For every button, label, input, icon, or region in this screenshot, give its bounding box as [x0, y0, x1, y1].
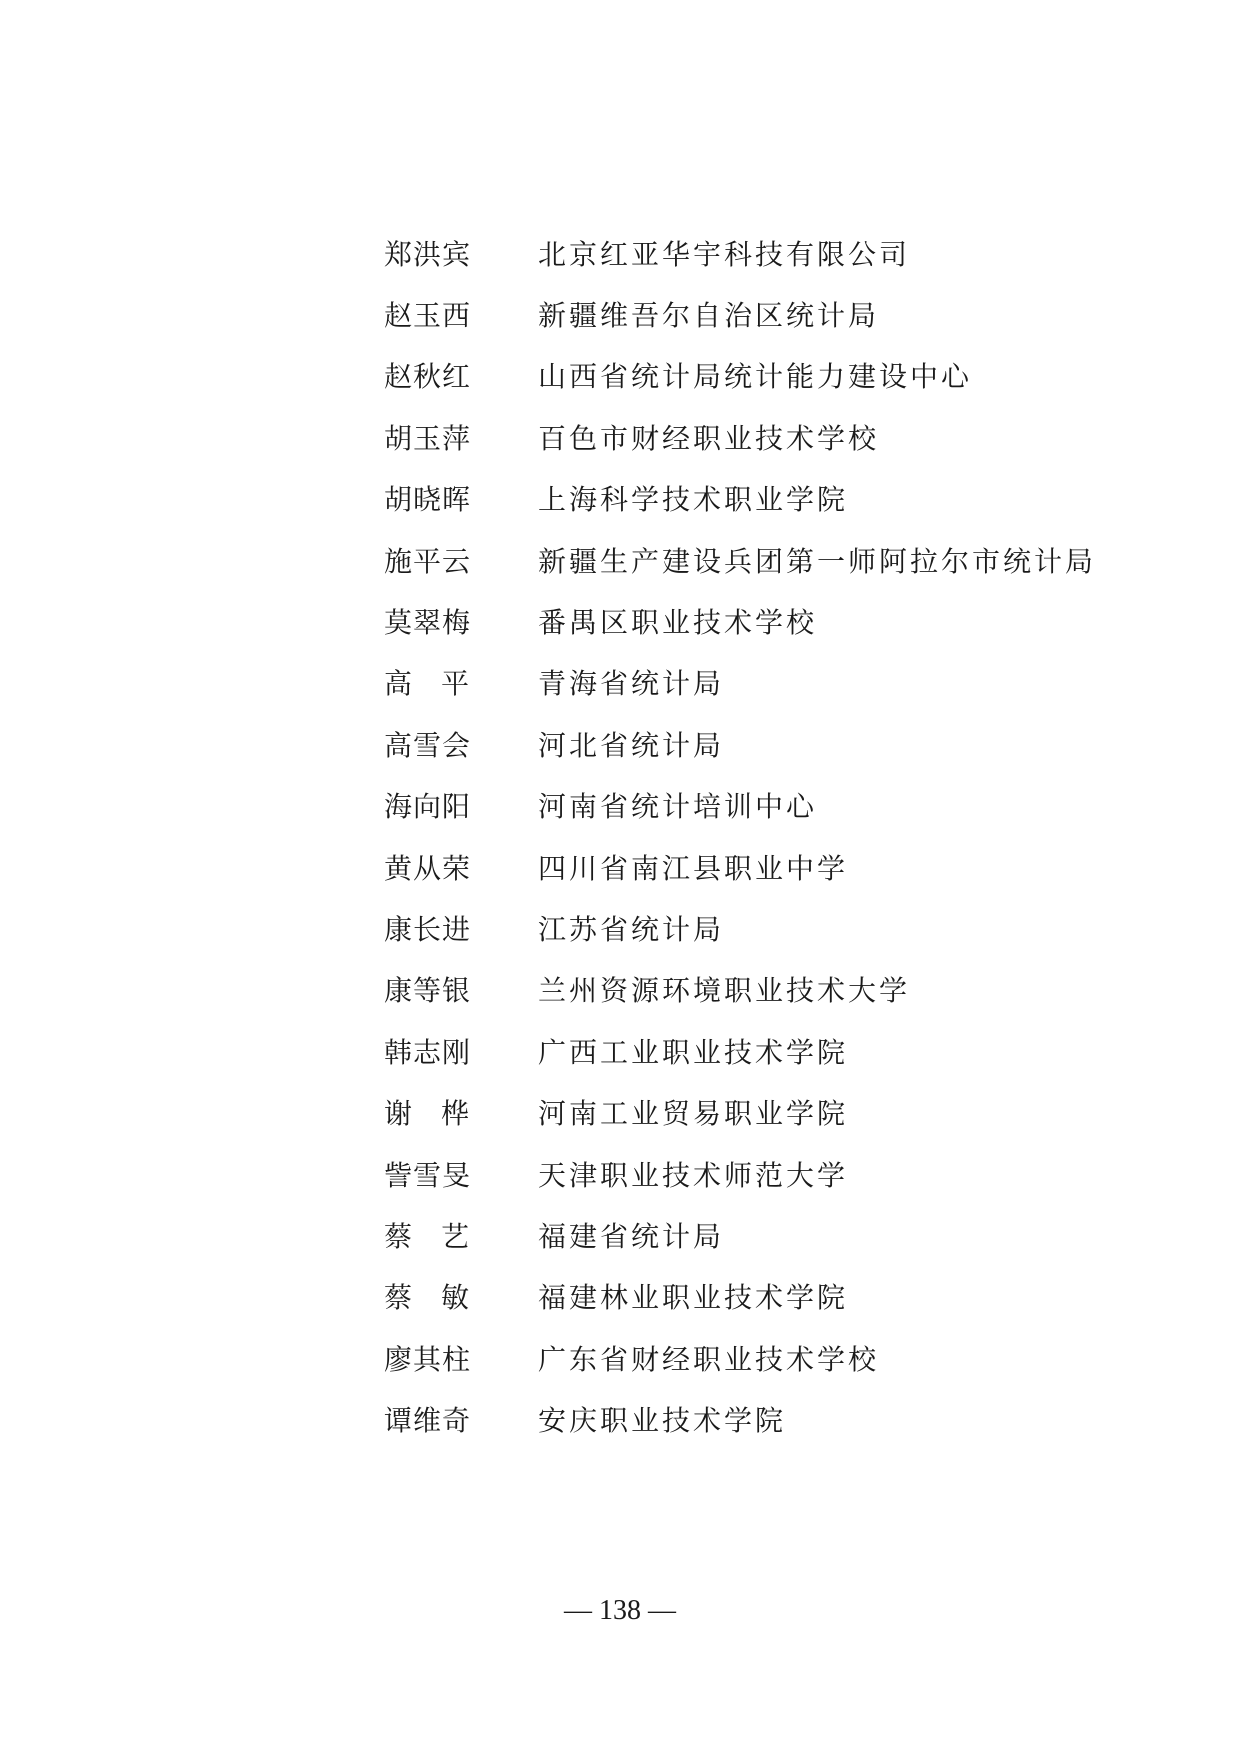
list-item [384, 1268, 1184, 1329]
organization-name: 北京红亚华宇科技有限公司 [538, 237, 911, 271]
list-item [384, 347, 1184, 408]
organization-name: 安庆职业技术学院 [538, 1404, 787, 1438]
organization-name: 河南省统计培训中心 [538, 790, 818, 824]
organization-name: 百色市财经职业技术学校 [538, 421, 880, 455]
person-name: 訾雪旻 [384, 1158, 472, 1192]
organization-name: 上海科学技术职业学院 [538, 483, 849, 517]
person-name: 谢桦 [384, 1097, 470, 1131]
person-name: 胡玉萍 [384, 421, 472, 455]
list-item [384, 715, 1184, 776]
person-name: 康等银 [384, 974, 472, 1008]
organization-name: 青海省统计局 [538, 667, 725, 701]
person-name: 蔡敏 [384, 1281, 470, 1315]
list-item [384, 408, 1184, 469]
organization-name: 福建省统计局 [538, 1219, 725, 1253]
organization-name: 山西省统计局统计能力建设中心 [538, 360, 973, 394]
person-name: 谭维奇 [384, 1404, 472, 1438]
organization-name: 河北省统计局 [538, 728, 725, 762]
organization-name: 番禺区职业技术学校 [538, 606, 818, 640]
organization-name: 广西工业职业技术学院 [538, 1035, 849, 1069]
person-name: 赵玉西 [384, 299, 472, 333]
organization-name: 新疆维吾尔自治区统计局 [538, 299, 880, 333]
name-list [384, 224, 1184, 1452]
organization-name: 河南工业贸易职业学院 [538, 1097, 849, 1131]
list-item [384, 1206, 1184, 1267]
list-item [384, 592, 1184, 653]
organization-name: 江苏省统计局 [538, 912, 725, 946]
list-item [384, 777, 1184, 838]
person-name: 莫翠梅 [384, 606, 472, 640]
person-name: 康长进 [384, 912, 472, 946]
person-name: 施平云 [384, 544, 472, 578]
organization-name: 兰州资源环境职业技术大学 [538, 974, 911, 1008]
person-name: 赵秋红 [384, 360, 472, 394]
organization-name: 广东省财经职业技术学校 [538, 1342, 880, 1376]
list-item [384, 899, 1184, 960]
page-number: — 138 — [564, 1595, 676, 1626]
list-item [384, 531, 1184, 592]
list-item [384, 285, 1184, 346]
list-item [384, 1329, 1184, 1390]
organization-name: 天津职业技术师范大学 [538, 1158, 849, 1192]
organization-name: 四川省南江县职业中学 [538, 851, 849, 885]
person-name: 海向阳 [384, 790, 472, 824]
organization-name: 福建林业职业技术学院 [538, 1281, 849, 1315]
person-name: 胡晓晖 [384, 483, 472, 517]
person-name: 韩志刚 [384, 1035, 472, 1069]
list-item [384, 224, 1184, 285]
list-item [384, 1022, 1184, 1083]
list-item [384, 1145, 1184, 1206]
list-item [384, 654, 1184, 715]
organization-name: 新疆生产建设兵团第一师阿拉尔市统计局 [538, 544, 1097, 578]
person-name: 高雪会 [384, 728, 472, 762]
list-item [384, 961, 1184, 1022]
person-name: 廖其柱 [384, 1342, 472, 1376]
list-item [384, 838, 1184, 899]
person-name: 蔡艺 [384, 1219, 470, 1253]
person-name: 高平 [384, 667, 470, 701]
person-name: 黄从荣 [384, 851, 472, 885]
list-item [384, 1390, 1184, 1451]
list-item [384, 470, 1184, 531]
person-name: 郑洪宾 [384, 237, 472, 271]
list-item [384, 1083, 1184, 1144]
